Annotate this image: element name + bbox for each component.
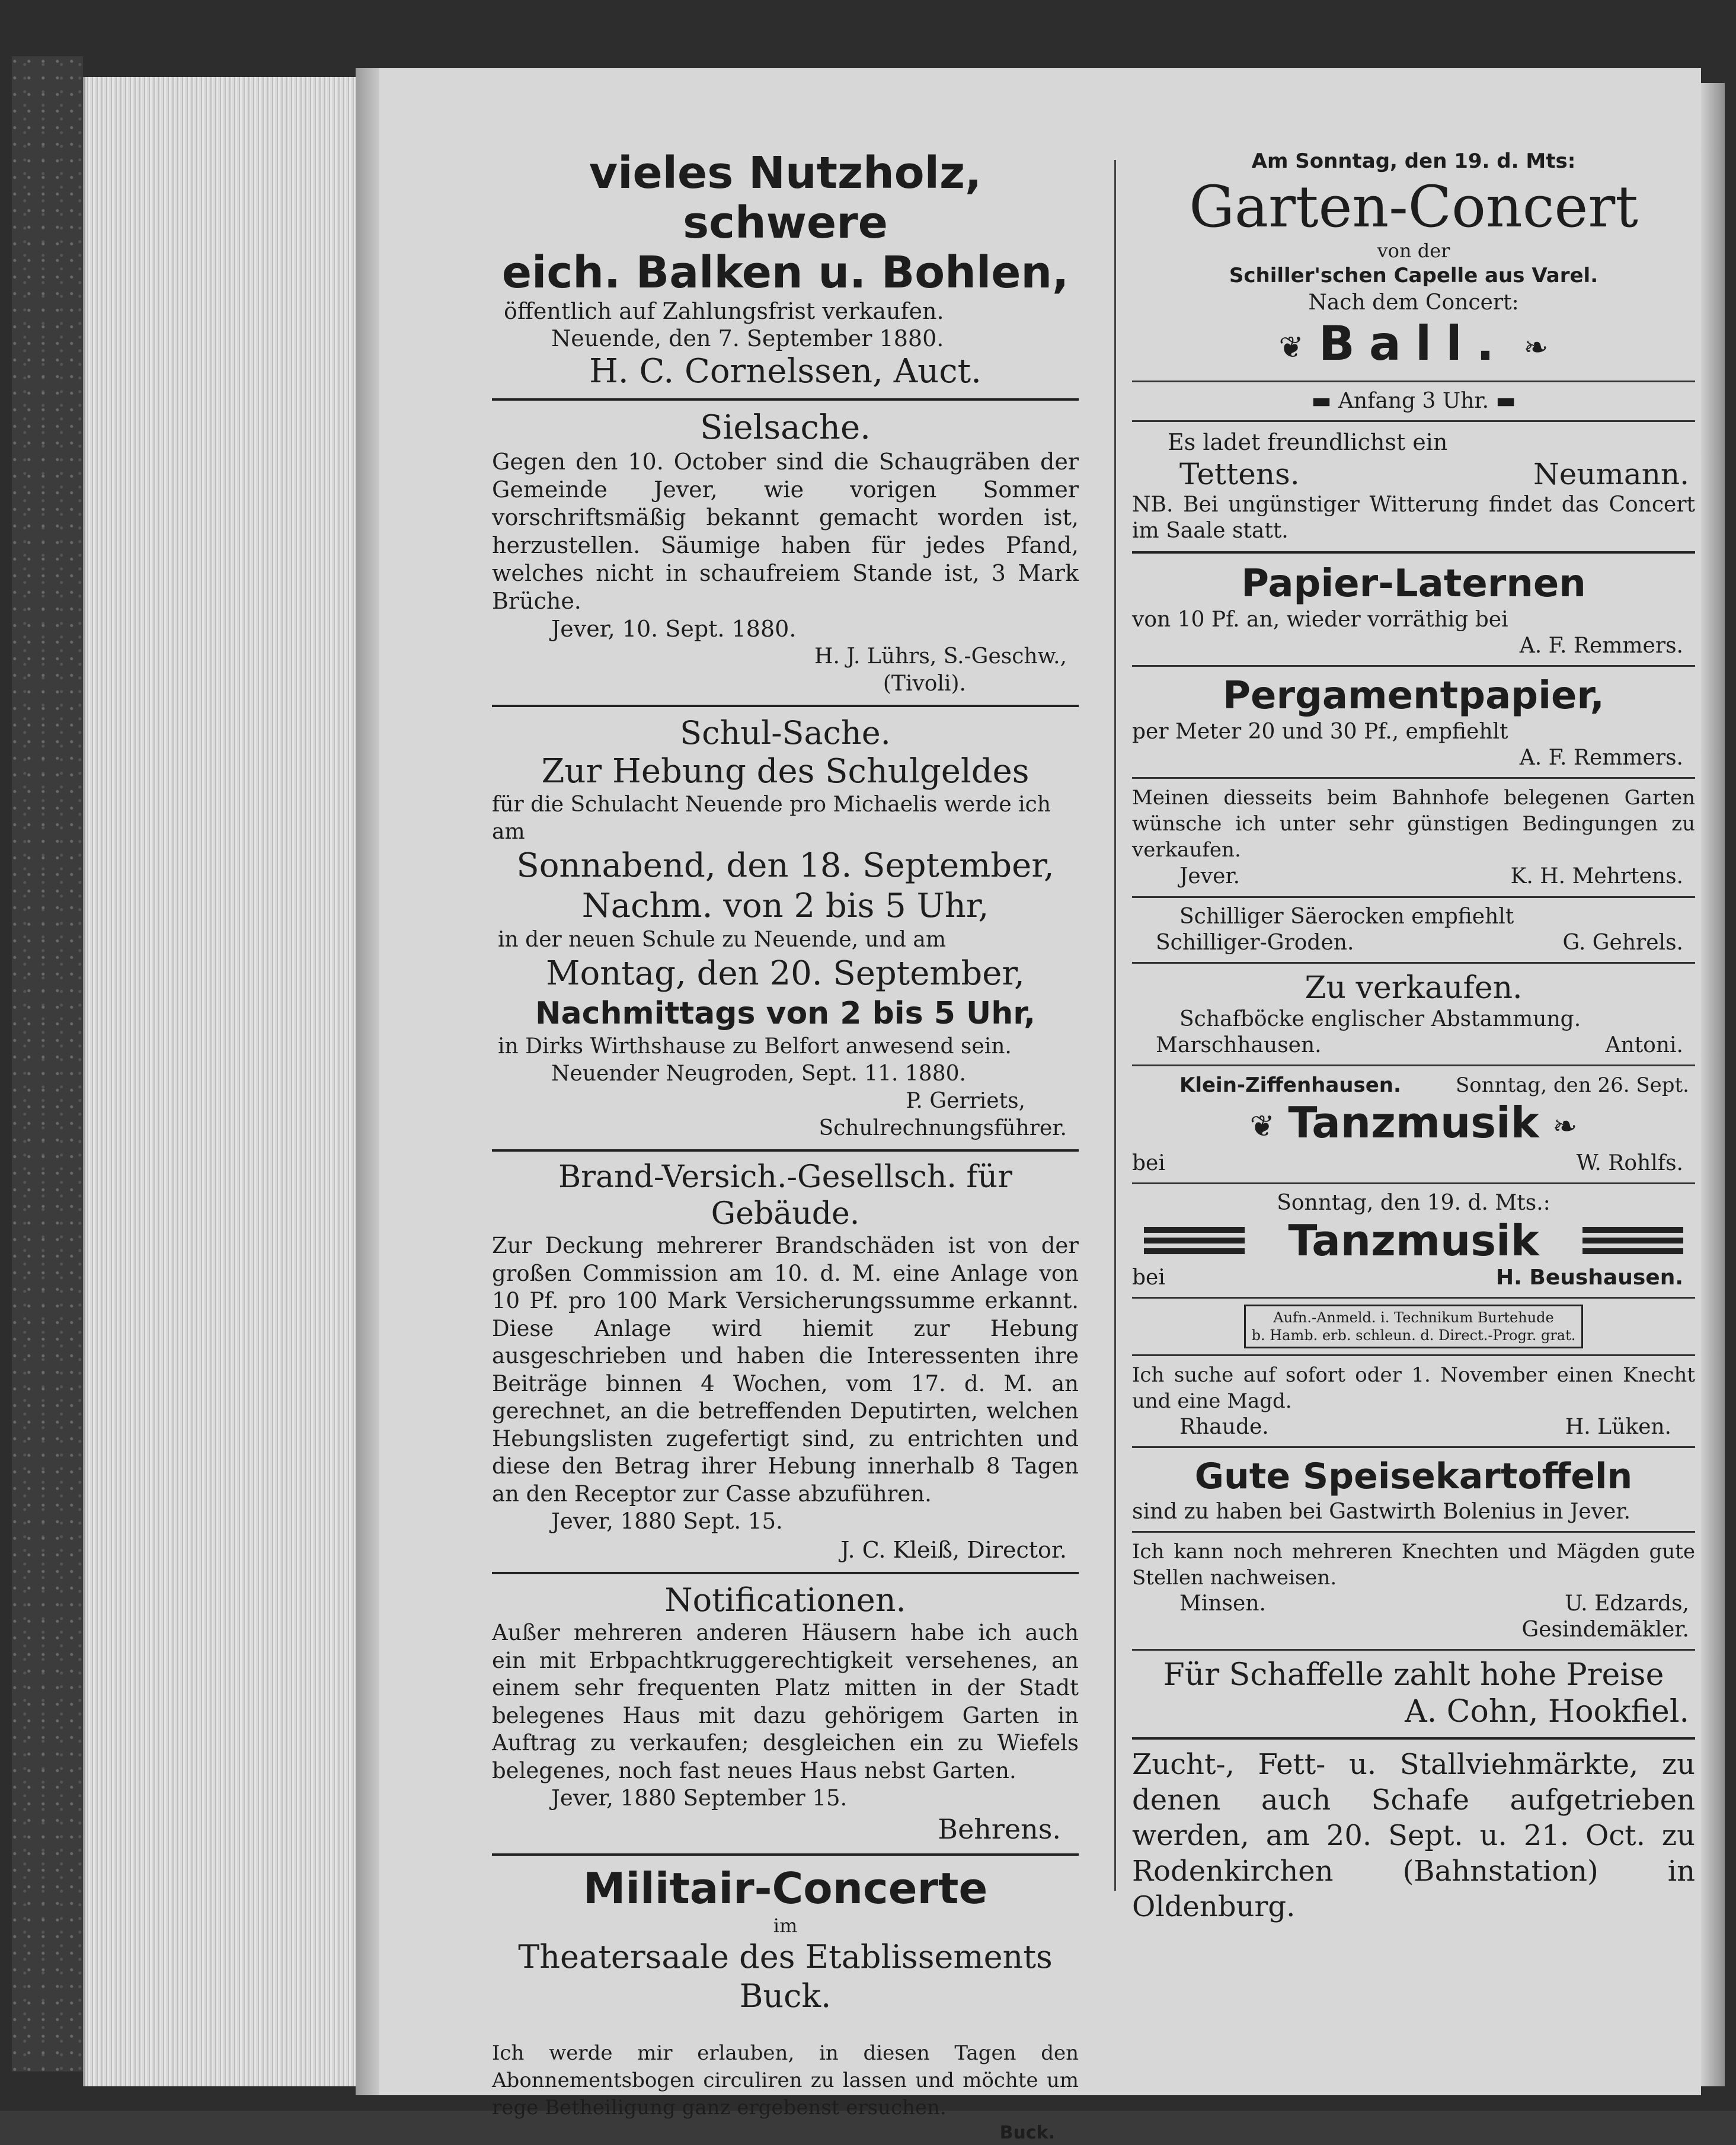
divider [492, 705, 1079, 707]
notif-place: Jever, 1880 September 15. [551, 1785, 848, 1811]
schaffelle-ad [1132, 1657, 1695, 1730]
militair-im: im [773, 1914, 798, 1937]
divider [1132, 420, 1695, 422]
papier-title: Papier-Laternen [1241, 562, 1586, 606]
schul-signer1: P. Gerriets, [906, 1089, 1025, 1113]
auction-signer: H. C. Cornelssen, Auct. [589, 352, 982, 391]
marbled-cover-edge [12, 56, 83, 2072]
gesinde-place: Minsen. [1179, 1591, 1266, 1616]
tanz2-title: Tanzmusik [1288, 1216, 1539, 1265]
page-edges [83, 77, 376, 2086]
schul-head: Zur Hebung des Schulgeldes [541, 752, 1030, 791]
divider [1132, 962, 1695, 964]
notif-title: Notificationen. [664, 1581, 906, 1619]
divider [1132, 1354, 1695, 1356]
schul-time1: Nachm. von 2 bis 5 Uhr, [581, 887, 989, 925]
gesinde-signer1: U. Edzards, [1565, 1591, 1689, 1616]
sielsache-body: Gegen den 10. October sind die Schaugräben der Gemeinde Jever, wie vorigen Sommer vorschriftsmäßig bekannt gemacht worden ist, herzustellen. Säumige haben für jedes Pfand, welches nicht in schaufreiem Stande ist, 3 Mark Brüche. [492, 449, 1079, 614]
divider [1132, 1531, 1695, 1533]
viehmaerkte-ad [1132, 1747, 1695, 1925]
knecht-ad [1132, 1362, 1695, 1440]
divider [1132, 777, 1695, 779]
divider [1132, 1064, 1695, 1066]
divider [1132, 381, 1695, 382]
schaffelle-line1: Für Schaffelle zahlt hohe Preise [1163, 1657, 1664, 1693]
notification-ad [492, 1581, 1079, 1846]
pergament-ad [1132, 673, 1695, 771]
auction-line3: öffentlich auf Zahlungsfrist verkaufen. [504, 298, 944, 324]
ornament-left-icon: ❦ [1249, 1109, 1275, 1143]
notif-body: Außer mehreren anderen Häusern habe ich auch ein mit Erbpachtkruggerechtigkeit versehenes, an einem sehr frequenten Platz mitten in der Stadt belegenes Haus mit dazu gehörigem Garten in Auftrag zu verkaufen; desgleichen ein zu Wiefels belegenes, noch fast neues Haus nebst Garten. [492, 1620, 1079, 1783]
brand-body: Zur Deckung mehrerer Brandschäden ist von der großen Commission am 10. d. M. eine Anlage von 10 Pf. pro 100 Mark Versicherungssumme erkannt. Diese Anlage wird hiemit zur Hebung ausgeschrieben und haben die Interessenten ihre Beiträge binnen 4 Wochen, vom 17. d. M. an gerechnet, an die betreffenden Deputirten, welchen Hebungslisten zugefertigt sind, zu entrichten und diese den Betrag ihrer Hebung innerhalb 8 Tagen an den Receptor zur Casse abzuführen. [492, 1233, 1079, 1507]
verkaufen-body: Schafböcke englischer Abstammung. [1179, 1007, 1581, 1031]
sielsache-signer1: H. J. Lührs, S.-Geschw., [814, 644, 1067, 669]
schul-place1: in der neuen Schule zu Neuende, und am [498, 928, 946, 952]
schul-dateline: Neuender Neugroden, Sept. 11. 1880. [551, 1062, 966, 1086]
brand-ad [492, 1159, 1079, 1565]
verkaufen-place: Marschhausen. [1156, 1033, 1322, 1057]
garten-anfang: Anfang 3 Uhr. [1338, 389, 1489, 413]
technikum-ad [1132, 1305, 1695, 1348]
schaffelle-line2: A. Cohn, Hookfiel. [1405, 1694, 1689, 1730]
garden-sale-place: Jever. [1179, 864, 1241, 888]
papier-signer: A. F. Remmers. [1519, 634, 1683, 658]
auction-line4: Neuende, den 7. September 1880. [551, 325, 944, 351]
tanz1-signer: W. Rohlfs. [1576, 1151, 1683, 1175]
militair-venue: Theatersaale des Etablissements Buck. [518, 1938, 1053, 2015]
tanzmusik-ad-1 [1132, 1072, 1695, 1177]
saerocken-signer: G. Gehrels. [1562, 931, 1683, 955]
militair-title: Militair-Concerte [583, 1863, 988, 1913]
tanz2-signer: H. Beushausen. [1496, 1265, 1683, 1290]
tanz1-title: Tanzmusik [1288, 1098, 1539, 1147]
papier-body: von 10 Pf. an, wieder vorräthig bei [1132, 608, 1508, 632]
column-divider [1114, 160, 1116, 1891]
schul-place2: in Dirks Wirthshause zu Belfort anwesend sein. [498, 1034, 1012, 1059]
sielsache-title: Sielsache. [700, 408, 871, 447]
kartoffeln-ad [1132, 1454, 1695, 1525]
schul-intro: für die Schulacht Neuende pro Michaelis werde ich am [492, 792, 1051, 844]
schul-title: Schul-Sache. [680, 714, 891, 752]
divider [1132, 551, 1695, 554]
papier-laternen-ad [1132, 561, 1695, 659]
pergament-signer: A. F. Remmers. [1519, 746, 1683, 770]
rule-bars-right [1582, 1222, 1683, 1259]
divider [1132, 1297, 1695, 1299]
auction-line1: vieles Nutzholz, schwere [589, 148, 982, 248]
garten-after: Nach dem Concert: [1308, 290, 1519, 315]
divider [1132, 1649, 1695, 1651]
sielsache-place: Jever, 10. Sept. 1880. [551, 616, 797, 642]
divider [1132, 665, 1695, 667]
brand-signer: J. C. Kleiß, Director. [840, 1537, 1067, 1563]
tanz1-place: Klein-Ziffenhausen. [1179, 1073, 1401, 1097]
pergament-title: Pergamentpapier, [1223, 674, 1604, 718]
knecht-body: Ich suche auf sofort oder 1. November einen Knecht und eine Magd. [1132, 1363, 1695, 1413]
tanz1-bei: bei [1132, 1151, 1165, 1175]
maerkte-body: Zucht-, Fett- u. Stallviehmärkte, zu denen auch Schafe aufgetrieben werden, am 20. Sept. u. 21. Oct. zu Rodenkirchen (Bahnstation) in Oldenburg. [1132, 1748, 1695, 1923]
schul-date2: Montag, den 20. September, [546, 954, 1025, 993]
tanz2-date: Sonntag, den 19. d. Mts.: [1277, 1191, 1550, 1215]
saerocken-place: Schilliger-Groden. [1156, 931, 1354, 955]
knecht-place: Rhaude. [1179, 1415, 1269, 1439]
zu-verkaufen-ad [1132, 970, 1695, 1059]
saerocken-body: Schilliger Säerocken empfiehlt [1179, 904, 1514, 929]
divider [492, 1853, 1079, 1856]
garten-nb: NB. Bei ungünstiger Witterung findet das Concert im Saale statt. [1132, 493, 1695, 543]
gesinde-ad [1132, 1539, 1695, 1643]
tanz2-bei: bei [1132, 1265, 1165, 1290]
kartoffeln-title: Gute Speisekartoffeln [1194, 1456, 1633, 1497]
right-column [1132, 148, 1695, 1925]
brand-title: Brand-Versich.-Gesellsch. für Gebäude. [558, 1159, 1013, 1232]
schul-time2: Nachmittags von 2 bis 5 Uhr, [535, 996, 1035, 1031]
verkaufen-title: Zu verkaufen. [1305, 970, 1523, 1006]
notif-signer: Behrens. [938, 1813, 1061, 1845]
rule-bars-left [1144, 1222, 1245, 1259]
auction-line2: eich. Balken u. Bohlen, [501, 247, 1069, 298]
schul-date1: Sonnabend, den 18. September, [516, 846, 1054, 885]
garten-concert-ad: Am Sonntag, den 19. d. Mts: Garten-Concert von der Schiller'schen Capelle aus Varel. Nach dem Concert: ❦ Ball. ❧ ▬ Anfang 3 Uhr. ▬ Es ladet freundlichst ein Tettens. Neumann. NB. Bei ungünstiger Witterung findet das Concert im Saale statt. [1132, 149, 1695, 543]
kartoffeln-body: sind zu haben bei Gastwirth Bolenius in Jever. [1132, 1500, 1631, 1524]
pergament-body: per Meter 20 und 30 Pf., empfiehlt [1132, 720, 1508, 744]
garten-ball: Ball. [1318, 316, 1509, 371]
garten-intro: Am Sonntag, den 19. d. Mts: [1251, 149, 1576, 173]
sielsache-signer2: (Tivoli). [883, 672, 966, 696]
garten-band: Schiller'schen Capelle aus Varel. [1229, 264, 1598, 287]
militair-body: Ich werde mir erlauben, in diesen Tagen den Abonnementsbogen circuliren zu lassen und möchte um rege Betheiligung ganz ergebenst ersuchen. [492, 2041, 1079, 2120]
knecht-signer: H. Lüken. [1565, 1415, 1671, 1439]
left-column [492, 148, 1079, 2145]
militair-ad [492, 1863, 1079, 2145]
tanzmusik-ad-2 [1132, 1190, 1695, 1291]
binding-gutter [356, 68, 379, 2095]
garten-host: Neumann. [1533, 457, 1689, 491]
schul-sache-ad [492, 714, 1079, 1142]
divider [1132, 1182, 1695, 1184]
divider [492, 398, 1079, 401]
divider [492, 1572, 1079, 1574]
auction-ad [492, 148, 1079, 391]
garden-sale-signer: K. H. Mehrtens. [1510, 864, 1683, 888]
technikum-line2: b. Hamb. erb. schleun. d. Direct.-Progr. grat. [1251, 1327, 1576, 1344]
garten-title: Garten-Concert [1189, 174, 1638, 240]
garden-sale-ad [1132, 785, 1695, 890]
garten-place: Tettens. [1179, 457, 1300, 491]
tanz1-date: Sonntag, den 26. Sept. [1456, 1073, 1689, 1097]
ornament-right-icon: ❧ [1552, 1109, 1578, 1143]
schul-signer2: Schulrechnungsführer. [819, 1116, 1067, 1140]
verkaufen-signer: Antoni. [1605, 1033, 1683, 1057]
gesinde-signer2: Gesindemäkler. [1521, 1617, 1689, 1642]
ornament-right-icon: ❧ [1523, 330, 1549, 365]
sielsache-ad [492, 408, 1079, 698]
saerocken-ad [1132, 904, 1695, 956]
right-page-edge [1701, 83, 1725, 2086]
divider [1132, 1446, 1695, 1448]
gesinde-body: Ich kann noch mehreren Knechten und Mägden gute Stellen nachweisen. [1132, 1540, 1695, 1590]
militair-signer: Buck. [999, 2122, 1055, 2143]
divider [492, 1149, 1079, 1152]
brand-place: Jever, 1880 Sept. 15. [551, 1508, 783, 1534]
ornament-left-icon: ❦ [1278, 330, 1304, 365]
garten-invite: Es ladet freundlichst ein [1168, 429, 1448, 455]
divider [1132, 1737, 1695, 1740]
garten-vonder: von der [1377, 239, 1450, 262]
garden-sale-body: Meinen diesseits beim Bahnhofe belegenen Garten wünsche ich unter sehr günstigen Bedingungen zu verkaufen. [1132, 786, 1695, 862]
divider [1132, 896, 1695, 898]
technikum-line1: Aufn.-Anmeld. i. Technikum Burtehude [1273, 1309, 1554, 1326]
